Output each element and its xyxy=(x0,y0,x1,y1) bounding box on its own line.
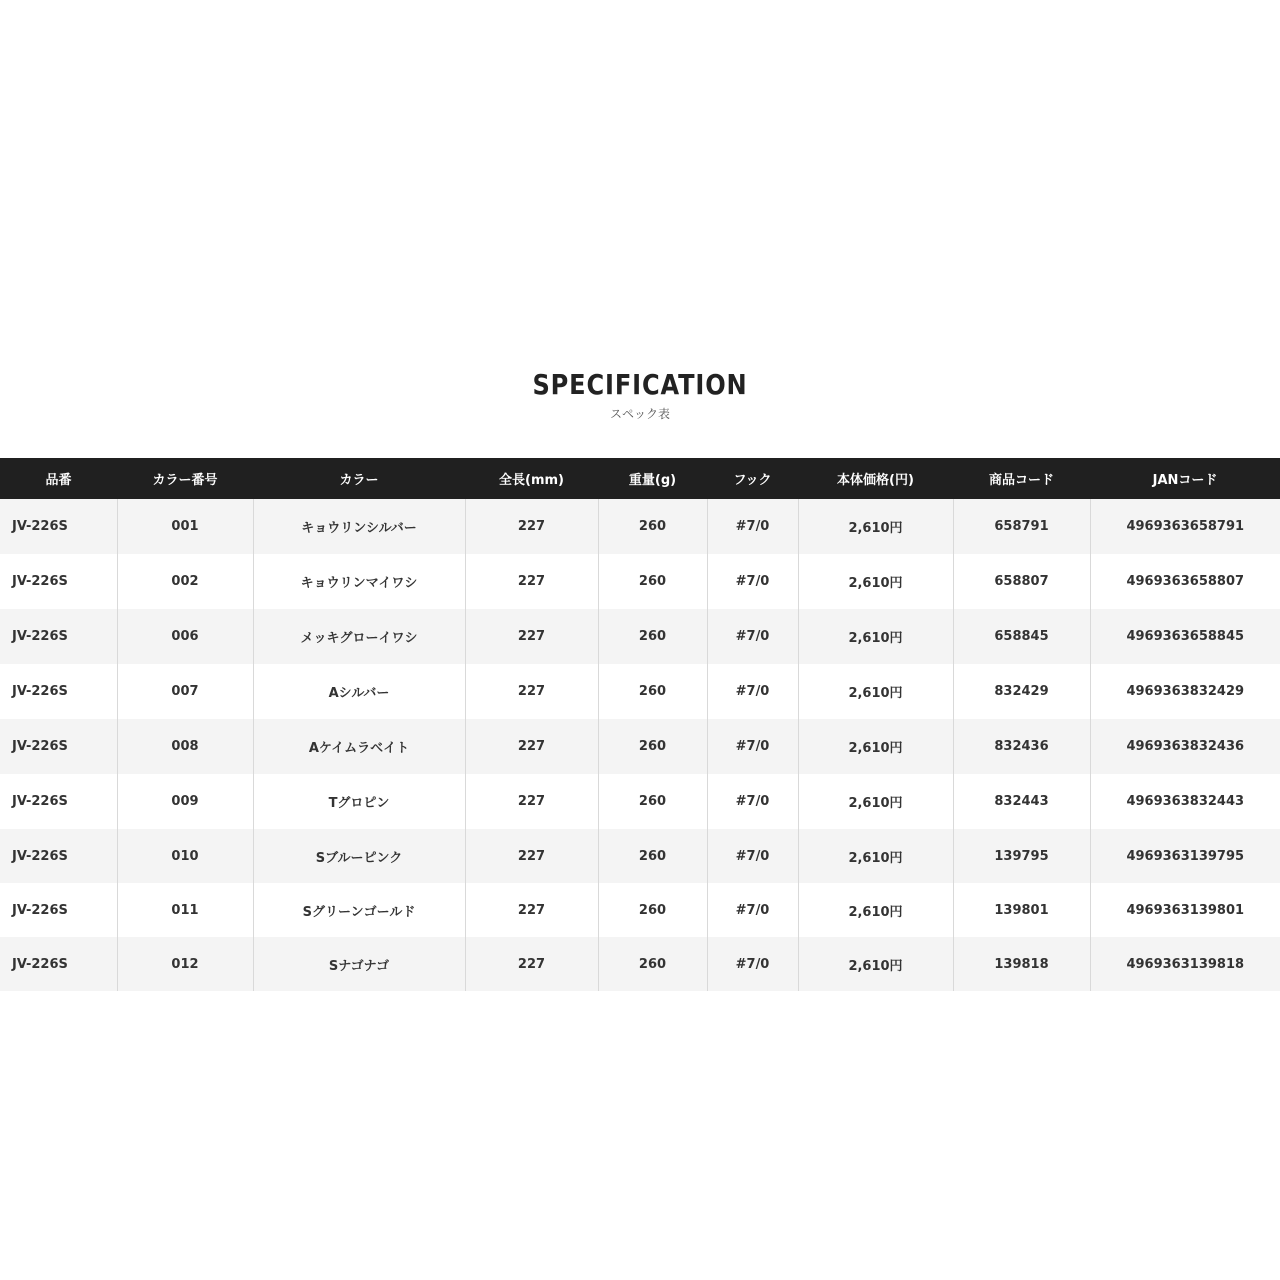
col-header-product-code: 商品コード xyxy=(953,458,1090,499)
cell-color: Sナゴナゴ xyxy=(253,937,465,991)
cell-hook: #7/0 xyxy=(707,774,798,829)
col-header-color-number: カラー番号 xyxy=(117,458,253,499)
col-header-length: 全長(mm) xyxy=(465,458,598,499)
cell-color: Aシルバー xyxy=(253,664,465,719)
cell-jan-code: 4969363832443 xyxy=(1090,774,1280,829)
cell-price: 2,610円 xyxy=(798,883,953,937)
cell-jan-code: 4969363658791 xyxy=(1090,499,1280,554)
cell-product-code: 832429 xyxy=(953,664,1090,719)
cell-price: 2,610円 xyxy=(798,719,953,774)
table-row xyxy=(0,609,1280,664)
table-row xyxy=(0,664,1280,719)
table-row xyxy=(0,554,1280,609)
cell-length: 227 xyxy=(465,499,598,554)
table-row xyxy=(0,829,1280,883)
cell-product-number: JV-226S xyxy=(0,609,117,664)
cell-hook: #7/0 xyxy=(707,609,798,664)
cell-color-number: 010 xyxy=(117,829,253,883)
cell-weight: 260 xyxy=(598,829,707,883)
cell-weight: 260 xyxy=(598,937,707,991)
cell-product-code: 139818 xyxy=(953,937,1090,991)
cell-weight: 260 xyxy=(598,883,707,937)
cell-hook: #7/0 xyxy=(707,883,798,937)
cell-product-number: JV-226S xyxy=(0,883,117,937)
cell-hook: #7/0 xyxy=(707,554,798,609)
cell-price: 2,610円 xyxy=(798,664,953,719)
cell-color-number: 008 xyxy=(117,719,253,774)
cell-product-number: JV-226S xyxy=(0,774,117,829)
table-row xyxy=(0,719,1280,774)
col-header-product-number: 品番 xyxy=(0,458,117,499)
cell-length: 227 xyxy=(465,664,598,719)
cell-product-code: 658791 xyxy=(953,499,1090,554)
table-row xyxy=(0,774,1280,829)
cell-weight: 260 xyxy=(598,664,707,719)
cell-jan-code: 4969363832429 xyxy=(1090,664,1280,719)
cell-color-number: 011 xyxy=(117,883,253,937)
col-header-hook: フック xyxy=(707,458,798,499)
cell-weight: 260 xyxy=(598,719,707,774)
cell-price: 2,610円 xyxy=(798,774,953,829)
cell-weight: 260 xyxy=(598,774,707,829)
cell-color-number: 006 xyxy=(117,609,253,664)
cell-color: Sグリーンゴールド xyxy=(253,883,465,937)
cell-color: Sブルーピンク xyxy=(253,829,465,883)
cell-color-number: 009 xyxy=(117,774,253,829)
cell-weight: 260 xyxy=(598,609,707,664)
cell-color: キョウリンマイワシ xyxy=(253,554,465,609)
cell-product-number: JV-226S xyxy=(0,554,117,609)
cell-hook: #7/0 xyxy=(707,937,798,991)
cell-weight: 260 xyxy=(598,554,707,609)
col-header-weight: 重量(g) xyxy=(598,458,707,499)
cell-product-code: 139801 xyxy=(953,883,1090,937)
cell-hook: #7/0 xyxy=(707,719,798,774)
cell-color-number: 007 xyxy=(117,664,253,719)
cell-length: 227 xyxy=(465,937,598,991)
cell-product-code: 832443 xyxy=(953,774,1090,829)
col-header-color: カラー xyxy=(253,458,465,499)
cell-product-number: JV-226S xyxy=(0,664,117,719)
cell-jan-code: 4969363832436 xyxy=(1090,719,1280,774)
cell-price: 2,610円 xyxy=(798,554,953,609)
cell-length: 227 xyxy=(465,554,598,609)
cell-length: 227 xyxy=(465,829,598,883)
cell-hook: #7/0 xyxy=(707,499,798,554)
table-row xyxy=(0,937,1280,991)
cell-product-number: JV-226S xyxy=(0,719,117,774)
page-subtitle: スペック表 xyxy=(609,407,670,421)
cell-weight: 260 xyxy=(598,499,707,554)
cell-price: 2,610円 xyxy=(798,609,953,664)
table-row xyxy=(0,499,1280,554)
cell-length: 227 xyxy=(465,774,598,829)
cell-color-number: 012 xyxy=(117,937,253,991)
cell-product-number: JV-226S xyxy=(0,937,117,991)
spec-heading xyxy=(0,366,1280,423)
cell-hook: #7/0 xyxy=(707,664,798,719)
cell-jan-code: 4969363139795 xyxy=(1090,829,1280,883)
cell-price: 2,610円 xyxy=(798,829,953,883)
cell-color-number: 001 xyxy=(117,499,253,554)
table-row xyxy=(0,883,1280,937)
cell-color-number: 002 xyxy=(117,554,253,609)
col-header-price: 本体価格(円) xyxy=(798,458,953,499)
cell-product-code: 139795 xyxy=(953,829,1090,883)
cell-jan-code: 4969363139818 xyxy=(1090,937,1280,991)
cell-product-code: 832436 xyxy=(953,719,1090,774)
cell-length: 227 xyxy=(465,609,598,664)
cell-jan-code: 4969363658845 xyxy=(1090,609,1280,664)
table-header-row xyxy=(0,458,1280,499)
cell-color: キョウリンシルバー xyxy=(253,499,465,554)
cell-price: 2,610円 xyxy=(798,937,953,991)
cell-price: 2,610円 xyxy=(798,499,953,554)
page-title: SPECIFICATION xyxy=(532,368,748,401)
cell-jan-code: 4969363658807 xyxy=(1090,554,1280,609)
cell-color: メッキグローイワシ xyxy=(253,609,465,664)
cell-jan-code: 4969363139801 xyxy=(1090,883,1280,937)
cell-length: 227 xyxy=(465,719,598,774)
spec-table xyxy=(0,458,1280,991)
cell-product-number: JV-226S xyxy=(0,499,117,554)
cell-color: Tグロピン xyxy=(253,774,465,829)
cell-hook: #7/0 xyxy=(707,829,798,883)
cell-color: Aケイムラベイト xyxy=(253,719,465,774)
col-header-jan-code: JANコード xyxy=(1090,458,1280,499)
cell-product-code: 658807 xyxy=(953,554,1090,609)
cell-length: 227 xyxy=(465,883,598,937)
cell-product-code: 658845 xyxy=(953,609,1090,664)
cell-product-number: JV-226S xyxy=(0,829,117,883)
